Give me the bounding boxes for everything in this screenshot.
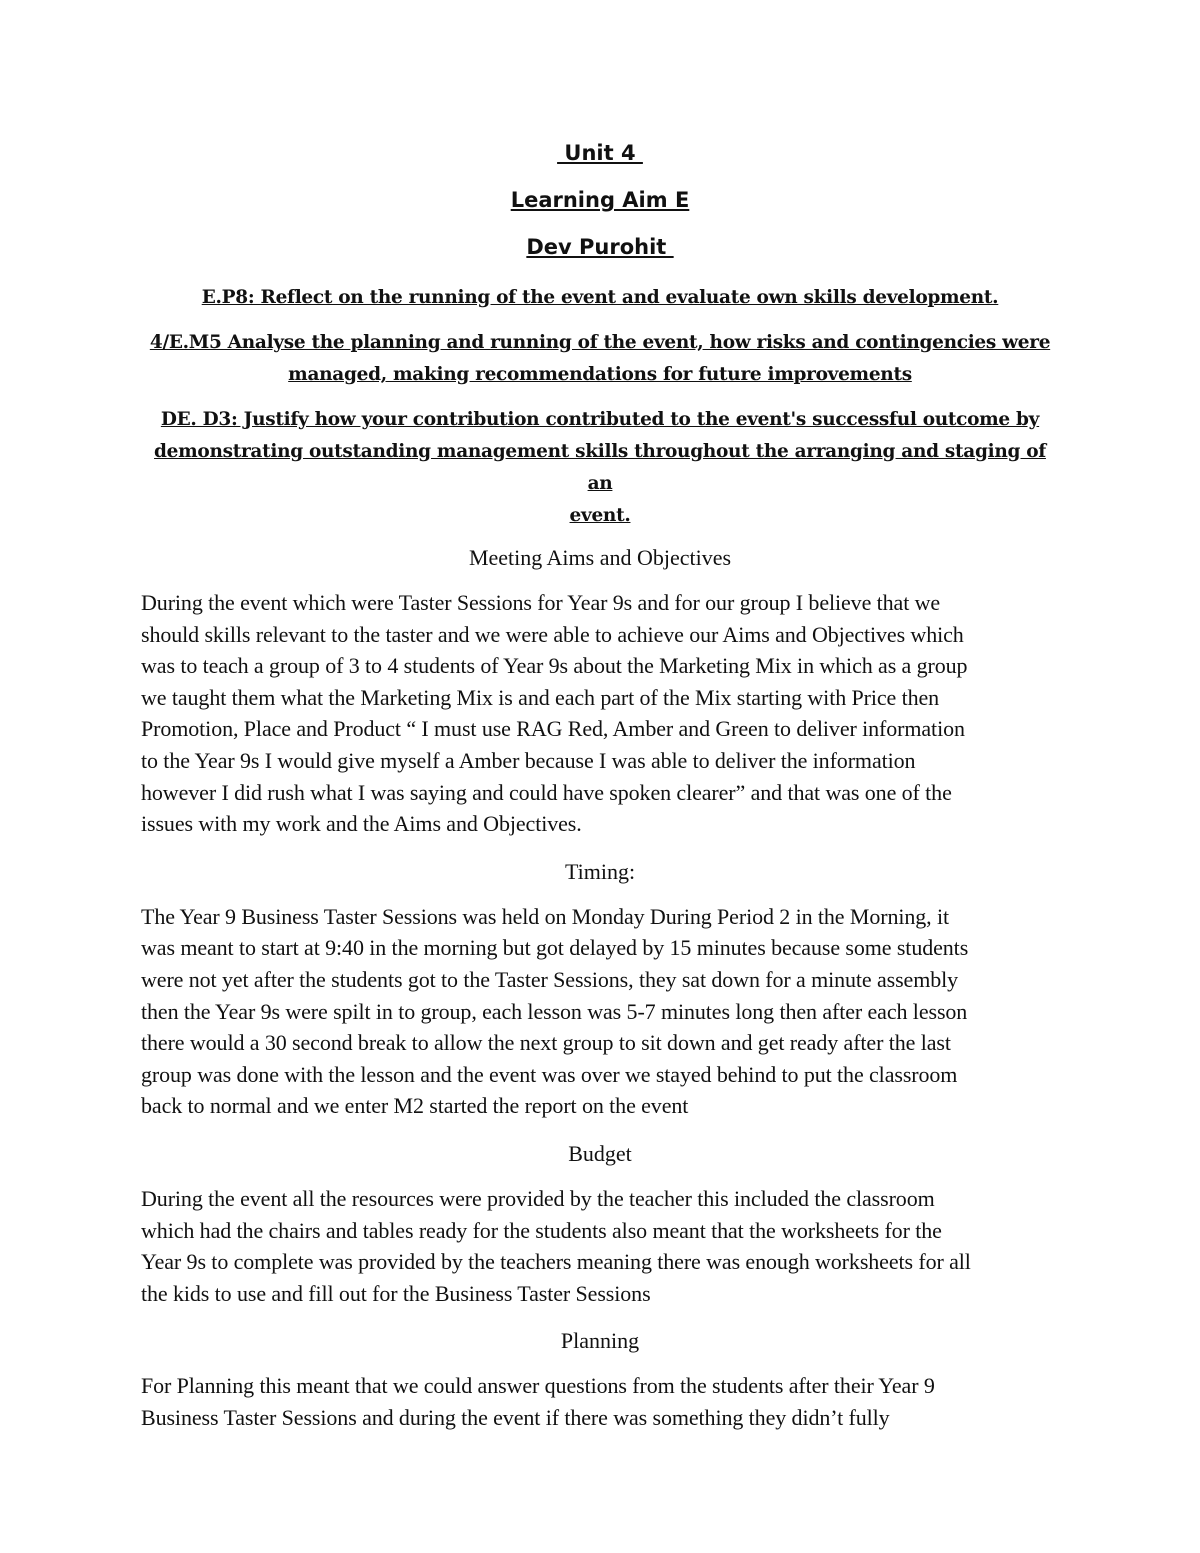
section-body-timing: The Year 9 Business Taster Sessions was held on Monday During Period 2 in the Morning, it was meant to start at 9:40 in the morning but got delayed by 15 minutes because some students were not yet after the students got to the Taster Sessions, they sat down for a minute assembly then the Year 9s were spilt in to group, each lesson was 5-7 minutes long then after each lesson there would a 30 second break to allow the next group to sit down and get ready after the last group was done with the lesson and the event was over we stayed behind to put the classroom back to normal and we enter M2 started the report on the event: [141, 903, 969, 1119]
section-body-budget: During the event all the resources were provided by the teacher this included the classroom which had the chairs and tables ready for the students also meant that the worksheets for the Year 9s to complete was provided by the teachers meaning there was enough worksheets for all the kids to use and fill out for the Business Taster Sessions: [141, 1185, 971, 1306]
section-heading-planning: Planning: [560, 1328, 640, 1354]
unit-title: Unit 4: [557, 141, 643, 165]
author-name: Dev Purohit: [526, 235, 674, 259]
section-heading-budget: Budget: [568, 1140, 632, 1166]
document-content: [141, 138, 1059, 1449]
section-heading-aims: Meeting Aims and Objectives: [468, 545, 732, 570]
learning-aim-title: Learning Aim E: [510, 188, 690, 212]
criterion-m5: 4/E.M5 Analyse the planning and running of the event, how risks and contingencies were managed, making recommendations for future improvements: [149, 332, 1051, 385]
section-body-planning: For Planning this meant that we could answer questions from the students after their Year 9 Business Taster Sessions and during the event if there was something they didn’t fully: [141, 1373, 935, 1430]
section-heading-timing: Timing:: [564, 858, 636, 884]
criterion-d3: DE. D3: Justify how your contribution contributed to the event's successful outcome by demonstrating outstanding management skills throughout the arranging and staging of an event.: [154, 409, 1046, 526]
criterion-p8: E.P8: Reflect on the running of the event and evaluate own skills development.: [201, 287, 999, 308]
section-body-aims: During the event which were Taster Sessions for Year 9s and for our group I believe that we should skills relevant to the taster and we were able to achieve our Aims and Objectives which was to teach a group of 3 to 4 students of Year 9s about the Marketing Mix in which as a group we taught them what the Marketing Mix is and each part of the Mix starting with Price then Promotion, Place and Product “ I must use RAG Red, Amber and Green to deliver information to the Year 9s I would give myself a Amber because I was able to deliver the information however I did rush what I was saying and could have spoken clearer” and that was one of the issues with my work and the Aims and Objectives.: [141, 590, 968, 837]
